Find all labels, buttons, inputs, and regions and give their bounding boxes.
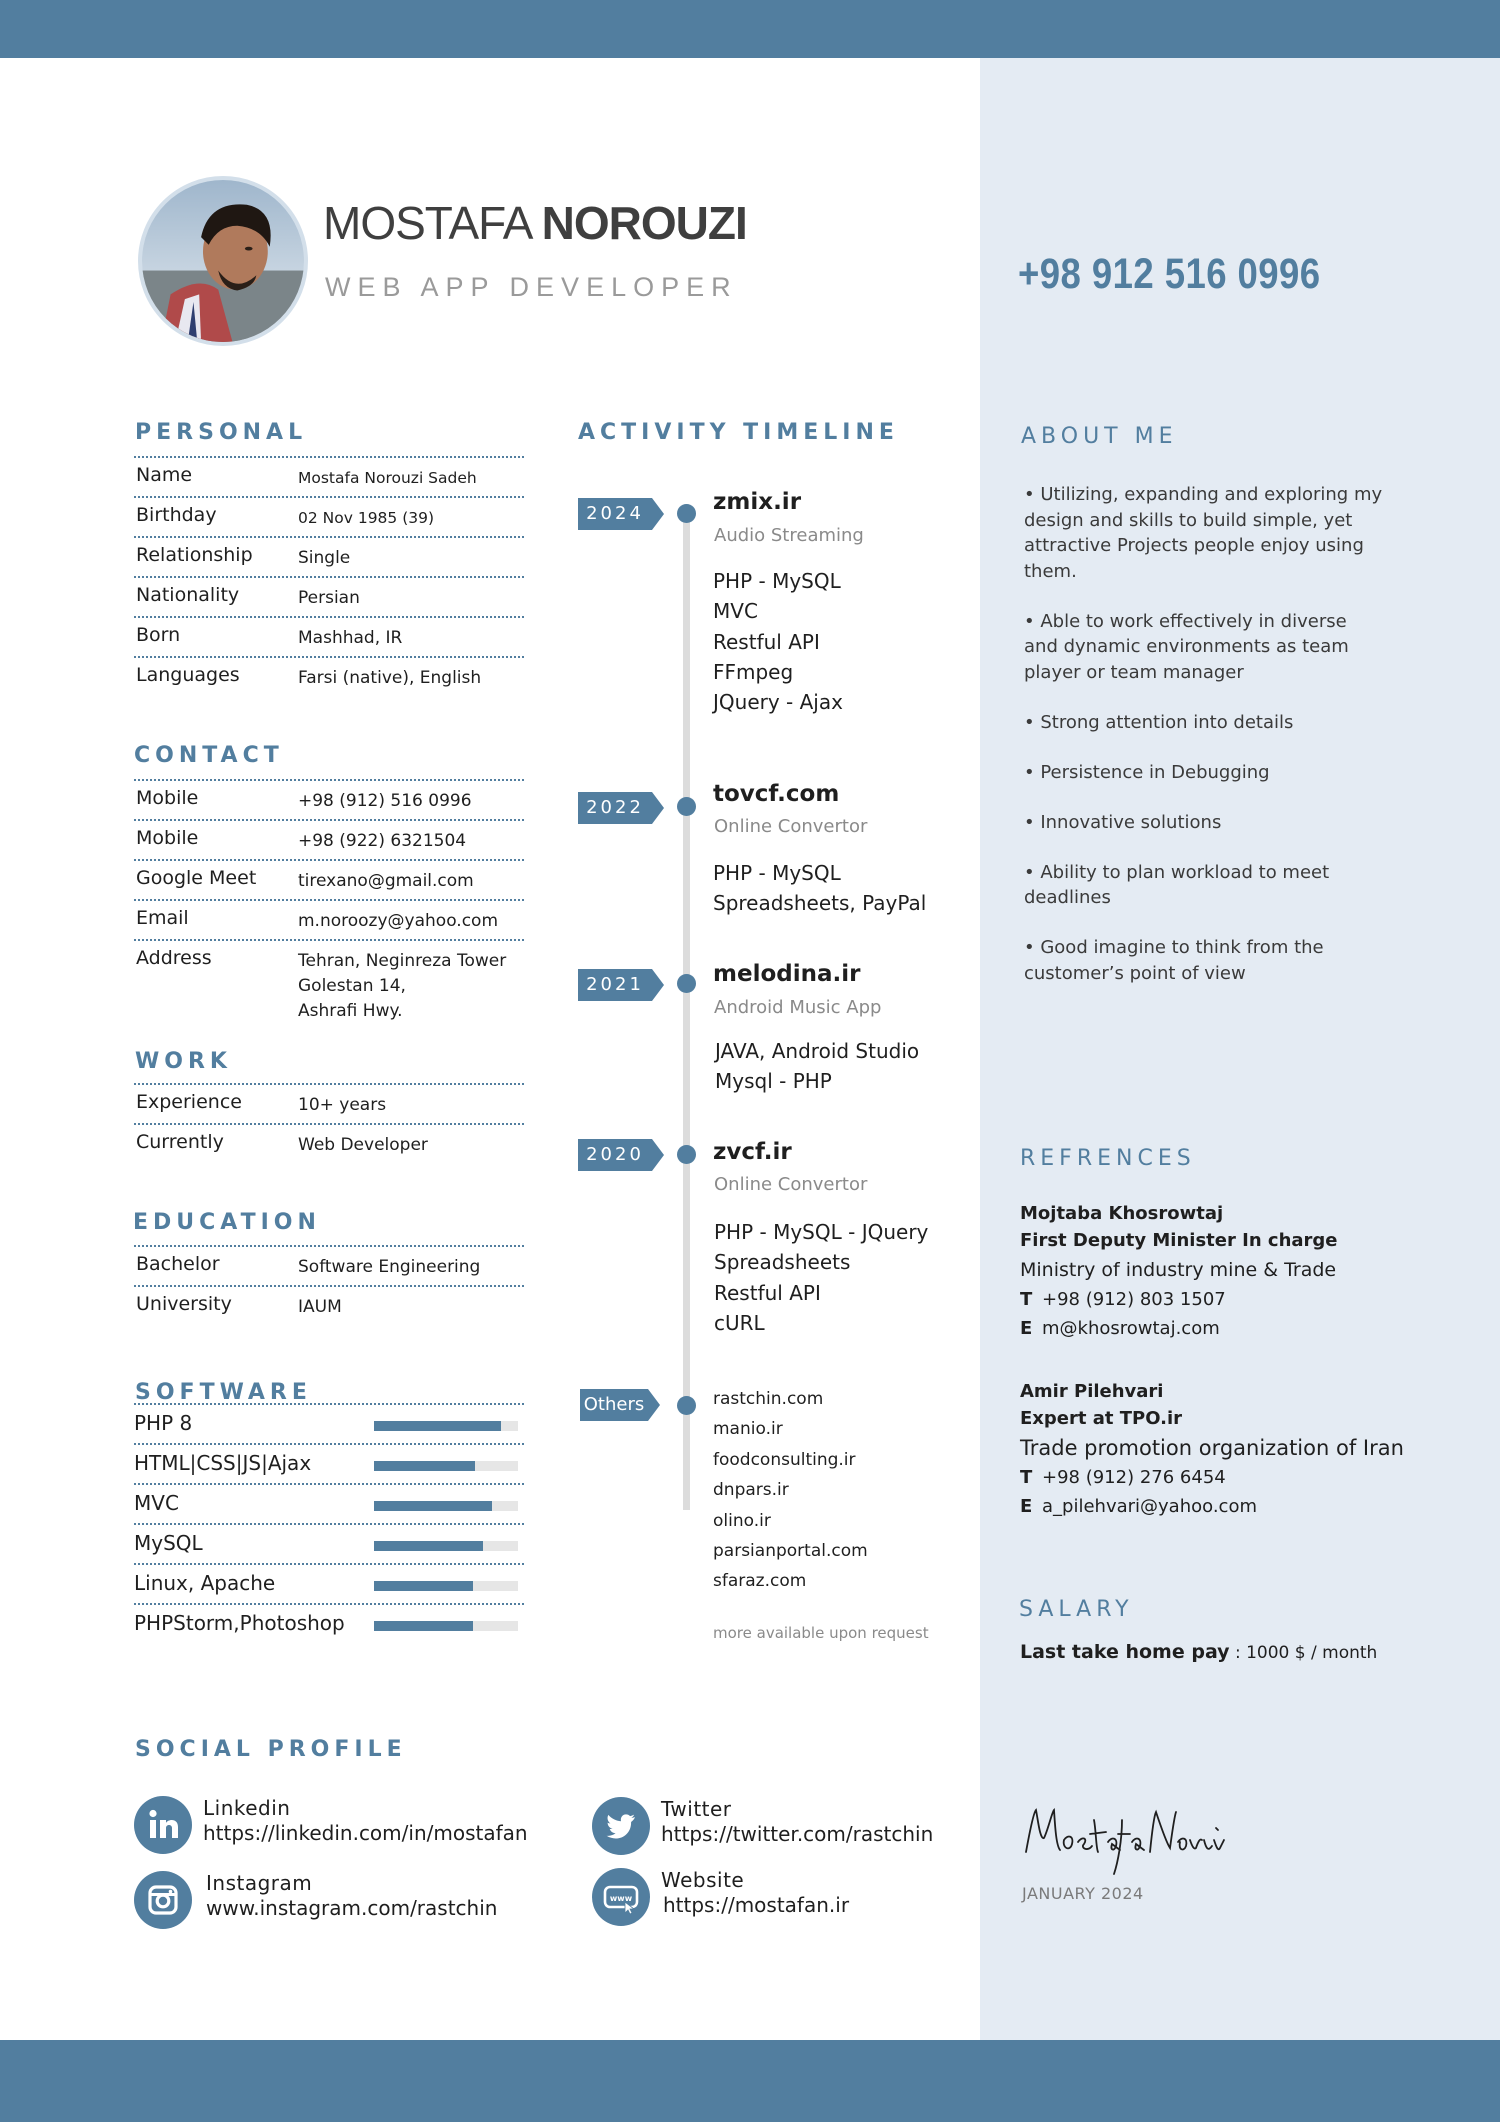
social-label: Linkedin (203, 1796, 291, 1820)
twitter-icon[interactable] (592, 1797, 650, 1855)
timeline-year-tag: 2020 (578, 1139, 652, 1171)
skill-bar (374, 1581, 518, 1591)
about-list (1024, 482, 1384, 1011)
skill-bar (374, 1541, 518, 1551)
row-value: Tehran, Neginreza Tower Golestan 14, Ashrafi Hwy. (298, 951, 507, 1021)
row-value: tirexano@gmail.com (298, 871, 474, 891)
education-table (134, 1245, 524, 1325)
timeline-entry-subtitle: Audio Streaming (714, 525, 864, 546)
social-url[interactable]: https://mostafan.ir (663, 1893, 850, 1917)
timeline-dot (677, 504, 696, 523)
timeline-dot (677, 974, 696, 993)
reference-title: First Deputy Minister In charge (1020, 1230, 1338, 1251)
reference-card (1020, 1200, 1440, 1343)
top-banner (0, 0, 1500, 58)
social-label: Twitter (661, 1797, 732, 1821)
skill-row (134, 1603, 524, 1643)
references-heading: REFRENCES (1020, 1146, 1196, 1171)
reference-org: Trade promotion organization of Iran (1020, 1436, 1404, 1460)
tech-item: Spreadsheets, PayPal (713, 891, 927, 916)
reference-name: Mojtaba Khosrowtaj (1020, 1203, 1224, 1224)
signature (1018, 1790, 1228, 1880)
row-key: Address (136, 947, 212, 969)
table-row (134, 576, 524, 616)
job-title: WEB APP DEVELOPER (325, 272, 738, 302)
reference-phone: +98 (912) 276 6454 (1042, 1467, 1226, 1488)
timeline-entry-tech (715, 1036, 919, 1097)
timeline-others-tag: Others (580, 1389, 648, 1421)
about-item: • Strong attention into details (1024, 711, 1294, 733)
skill-row (134, 1443, 524, 1483)
tech-item: PHP - MySQL - JQuery (714, 1220, 929, 1244)
salary-label: Last take home pay (1020, 1641, 1230, 1663)
tech-item: Spreadsheets (714, 1250, 851, 1275)
about-item: • Persistence in Debugging (1024, 761, 1270, 783)
row-value: Persian (298, 588, 360, 608)
reference-title: Expert at TPO.ir (1020, 1408, 1183, 1429)
timeline-entry-subtitle: Android Music App (714, 997, 882, 1018)
about-item: • Good imagine to think from the customer’s point of view (1024, 937, 1324, 984)
skill-bar (374, 1421, 518, 1431)
timeline-entry-title: melodina.ir (713, 961, 861, 987)
reference-phone-line (1020, 1463, 1440, 1492)
skill-bar (374, 1461, 518, 1471)
social-url[interactable]: https://linkedin.com/in/mostafan (203, 1821, 528, 1845)
skill-name: PHP 8 (134, 1411, 193, 1435)
list-item: foodconsulting.ir (713, 1449, 856, 1470)
social-label: Instagram (206, 1871, 313, 1895)
timeline-year-tag: 2022 (578, 792, 652, 824)
social-heading: SOCIAL PROFILE (135, 1737, 407, 1762)
personal-heading: PERSONAL (135, 420, 308, 445)
work-table (134, 1083, 524, 1163)
skill-bar-fill (374, 1501, 492, 1511)
row-value: 02 Nov 1985 (39) (298, 509, 435, 527)
row-key: Name (136, 464, 193, 486)
last-name: NOROUZI (541, 197, 747, 249)
phone-label: T (1020, 1289, 1033, 1310)
contact-table (134, 779, 524, 1019)
reference-email: m@khosrowtaj.com (1042, 1318, 1220, 1339)
tech-item: FFmpeg (713, 659, 794, 684)
row-key: Relationship (136, 544, 253, 566)
list-item: rastchin.com (713, 1389, 824, 1409)
skill-name: PHPStorm,Photoshop (134, 1611, 345, 1635)
row-value: IAUM (298, 1297, 342, 1317)
timeline-dot (677, 797, 696, 816)
reference-email: a_pilehvari@yahoo.com (1042, 1496, 1257, 1517)
education-heading: EDUCATION (133, 1210, 321, 1235)
avatar (138, 176, 308, 346)
skill-bar-fill (374, 1541, 483, 1551)
more-available-note: more available upon request (713, 1624, 929, 1642)
skill-row (134, 1483, 524, 1523)
table-row (134, 536, 524, 576)
row-key: Birthday (136, 504, 217, 526)
reference-org: Ministry of industry mine & Trade (1020, 1259, 1337, 1281)
table-row (134, 656, 524, 692)
svg-text:www: www (609, 1894, 633, 1903)
full-name (323, 196, 747, 250)
email-label: E (1020, 1318, 1033, 1339)
table-row (134, 939, 524, 1019)
timeline-year-tag: 2021 (578, 969, 652, 1001)
reference-email-line (1020, 1492, 1440, 1521)
row-value: Mostafa Norouzi Sadeh (298, 469, 477, 487)
timeline-entry-title: zvcf.ir (713, 1139, 792, 1165)
right-panel (980, 58, 1500, 2040)
timeline-entry-tech (714, 1217, 928, 1338)
tech-item: Restful API (714, 1280, 821, 1305)
list-item: olino.ir (713, 1510, 771, 1531)
timeline-entry-subtitle: Online Convertor (714, 816, 868, 837)
list-item: dnpars.ir (713, 1480, 789, 1501)
reference-name: Amir Pilehvari (1020, 1381, 1164, 1402)
row-key: Mobile (136, 787, 199, 809)
timeline-entry-title: zmix.ir (713, 489, 802, 515)
timeline-dot (677, 1396, 696, 1415)
first-name: MOSTAFA (323, 197, 530, 249)
row-value: Single (298, 548, 351, 568)
others-list (713, 1384, 868, 1597)
row-key: Email (136, 907, 189, 929)
timeline-entry-tech (713, 566, 843, 717)
row-value: +98 (912) 516 0996 (298, 791, 472, 811)
table-row (134, 1245, 524, 1285)
list-item: manio.ir (713, 1419, 783, 1440)
personal-table (134, 456, 524, 692)
timeline-year-tag: 2024 (578, 498, 652, 530)
skill-bar-fill (374, 1421, 501, 1431)
table-row (134, 616, 524, 656)
reference-phone-line (1020, 1285, 1440, 1314)
reference-card (1020, 1378, 1440, 1521)
skill-bar-fill (374, 1581, 473, 1591)
tech-item: PHP - MySQL (713, 569, 841, 593)
bottom-banner (0, 2040, 1500, 2122)
table-row (134, 1285, 524, 1325)
row-value: Web Developer (298, 1135, 428, 1155)
timeline-entry-title: tovcf.com (713, 781, 840, 807)
row-key: Languages (136, 664, 240, 686)
signature-date: JANUARY 2024 (1022, 1884, 1144, 1903)
table-row (134, 859, 524, 899)
table-row (134, 819, 524, 859)
tech-item: JAVA, Android Studio (715, 1039, 920, 1063)
row-value: +98 (922) 6321504 (298, 831, 467, 851)
row-key: Born (136, 624, 181, 646)
about-item: • Ability to plan workload to meet deadlines (1024, 861, 1330, 908)
table-row (134, 1083, 524, 1123)
timeline-entry-subtitle: Online Convertor (714, 1174, 868, 1195)
tech-item: JQuery - Ajax (713, 690, 843, 715)
work-heading: WORK (135, 1049, 232, 1074)
table-row (134, 456, 524, 496)
instagram-icon[interactable] (134, 1871, 192, 1929)
table-row (134, 899, 524, 939)
timeline-entry-tech (713, 858, 926, 919)
table-row (134, 779, 524, 819)
skills-list (134, 1403, 524, 1643)
row-key: University (136, 1293, 232, 1315)
row-key: Google Meet (136, 867, 257, 889)
about-heading: ABOUT ME (1021, 424, 1178, 449)
social-url[interactable]: https://twitter.com/rastchin (661, 1822, 934, 1846)
row-value: 10+ years (298, 1095, 387, 1115)
list-item: sfaraz.com (713, 1571, 807, 1592)
salary-value: : 1000 $ / month (1229, 1643, 1378, 1663)
list-item: parsianportal.com (713, 1541, 868, 1562)
header-phone: +98 912 516 0996 (1018, 250, 1321, 298)
about-item: • Innovative solutions (1024, 811, 1222, 833)
about-item: • Utilizing, expanding and exploring my design and skills to build simple, yet attractive Projects people enjoy using them. (1024, 484, 1383, 582)
row-value: Mashhad, IR (298, 628, 403, 648)
skill-name: MySQL (134, 1531, 203, 1555)
skill-name: HTML|CSS|JS|Ajax (134, 1451, 312, 1475)
tech-item: cURL (714, 1310, 765, 1335)
contact-heading: CONTACT (134, 743, 284, 768)
row-key: Nationality (136, 584, 240, 606)
salary-line (1020, 1641, 1377, 1663)
skill-row (134, 1403, 524, 1443)
social-url[interactable]: www.instagram.com/rastchin (206, 1896, 498, 1920)
tech-item: Mysql - PHP (715, 1069, 832, 1094)
row-value: m.noroozy@yahoo.com (298, 911, 499, 931)
social-label: Website (661, 1868, 745, 1892)
email-label: E (1020, 1496, 1033, 1517)
row-value: Farsi (native), English (298, 668, 482, 688)
tech-item: Restful API (713, 629, 820, 654)
skill-bar (374, 1621, 518, 1631)
table-row (134, 1123, 524, 1163)
skill-bar-fill (374, 1461, 475, 1471)
row-key: Bachelor (136, 1253, 220, 1275)
row-key: Experience (136, 1091, 242, 1113)
about-item: • Able to work effectively in diverse and dynamic environments as team player or team manager (1024, 610, 1349, 683)
row-key: Mobile (136, 827, 199, 849)
skill-row (134, 1523, 524, 1563)
timeline-heading: ACTIVITY TIMELINE (578, 420, 899, 445)
software-heading: SOFTWARE (135, 1380, 312, 1405)
tech-item: PHP - MySQL (713, 861, 841, 885)
reference-phone: +98 (912) 803 1507 (1042, 1289, 1226, 1310)
skill-bar (374, 1501, 518, 1511)
salary-heading: SALARY (1019, 1597, 1134, 1622)
skill-bar-fill (374, 1621, 473, 1631)
row-key: Currently (136, 1131, 224, 1153)
skill-name: MVC (134, 1491, 179, 1515)
reference-email-line (1020, 1314, 1440, 1343)
row-value: Software Engineering (298, 1257, 481, 1277)
skill-row (134, 1563, 524, 1603)
website-icon[interactable] (592, 1868, 650, 1926)
skill-name: Linux, Apache (134, 1571, 276, 1595)
tech-item: MVC (713, 599, 758, 624)
linkedin-icon[interactable] (134, 1796, 192, 1854)
timeline-dot (677, 1145, 696, 1164)
table-row (134, 496, 524, 536)
phone-label: T (1020, 1467, 1033, 1488)
timeline-line (683, 512, 690, 1510)
